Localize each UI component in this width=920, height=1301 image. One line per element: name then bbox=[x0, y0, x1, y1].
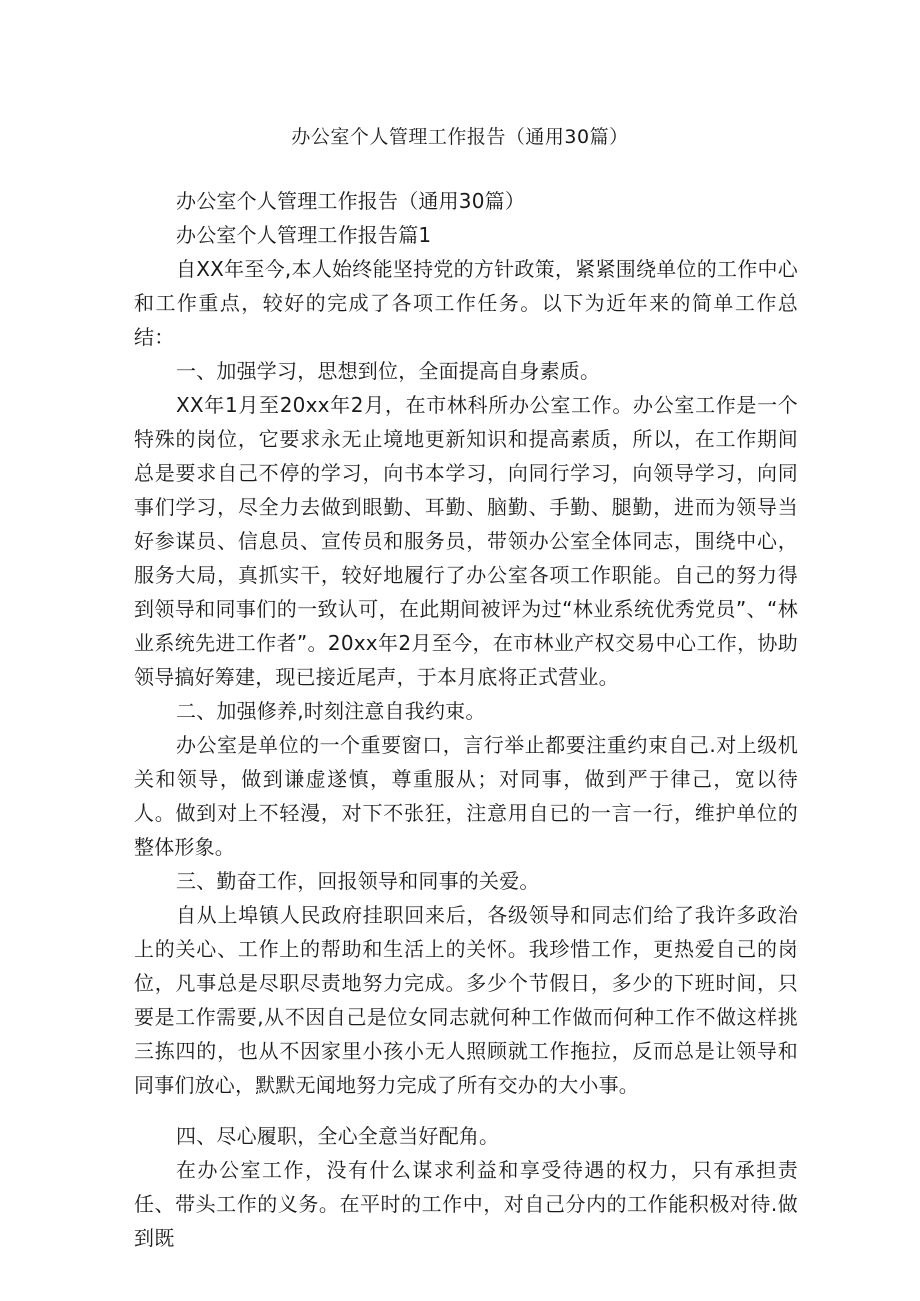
body-paragraph-three: 自从上埠镇人民政府挂职回来后，各级领导和同志们给了我许多政治上的关心、工作上的帮助和生活上的关怀。我珍惜工作，更热爱自己的岗位，凡事总是尽职尽责地努力完成。多少个节假日，多少的下班时间，只要是工作需要,从不因自己是位女同志就何种工作做而何种工作不做这样挑三拣四的，也从不因家里小孩小无人照顾就工作拖拉，反而总是让领导和同事们放心，默默无闻地努力完成了所有交办的大小事。 bbox=[134, 903, 798, 1097]
body-paragraph-one: XX年1月至20xx年2月，在市林科所办公室工作。办公室工作是一个特殊的岗位，它要求永无止境地更新知识和提高素质，所以，在工作期间总是要求自己不停的学习，向书本学习，向同行学习，向领导学习，向同事们学习，尽全力去做到眼勤、耳勤、脑勤、手勤、腿勤，进而为领导当好参谋员、信息员、宣传员和服务员，带领办公室全体同志，围绕中心，服务大局，真抓实干，较好地履行了办公室各项工作职能。自己的努力得到领导和同事们的一致认可，在此期间被评为过“林业系统优秀党员”、“林业系统先进工作者”。20xx年2月至今，在市林业产权交易中心工作，协助领导搞好筹建，现已接近尾声，于本月底将正式营业。 bbox=[134, 393, 798, 689]
intro-paragraph: 自XX年至今,本人始终能坚持党的方针政策，紧紧围绕单位的工作中心和工作重点，较好的完成了各项工作任务。以下为近年来的简单工作总结： bbox=[134, 257, 798, 349]
heading-three: 三、勤奋工作，回报领导和同事的关爱。 bbox=[176, 869, 540, 893]
subtitle-paragraph: 办公室个人管理工作报告（通用30篇） bbox=[176, 189, 526, 213]
document-title: 办公室个人管理工作报告（通用30篇） bbox=[291, 126, 629, 148]
section-heading-paragraph: 办公室个人管理工作报告篇1 bbox=[176, 223, 432, 247]
body-paragraph-four: 在办公室工作，没有什么谋求利益和享受待遇的权力，只有承担责任、带头工作的义务。在平时的工作中，对自己分内的工作能积极对待.做到既 bbox=[134, 1158, 798, 1250]
body-paragraph-two: 办公室是单位的一个重要窗口，言行举止都要注重约束自己.对上级机关和领导，做到谦虚遂慎，尊重服从；对同事，做到严于律己，宽以待人。做到对上不轻漫，对下不张狂，注意用自已的一言一行，维护单位的整体形象。 bbox=[134, 733, 798, 859]
heading-four: 四、尽心履职，全心全意当好配角。 bbox=[176, 1124, 500, 1148]
document-body bbox=[134, 184, 798, 1255]
heading-one: 一、加强学习，思想到位，全面提高自身素质。 bbox=[176, 359, 601, 383]
heading-two: 二、加强修养,时刻注意自我约束。 bbox=[176, 699, 486, 723]
